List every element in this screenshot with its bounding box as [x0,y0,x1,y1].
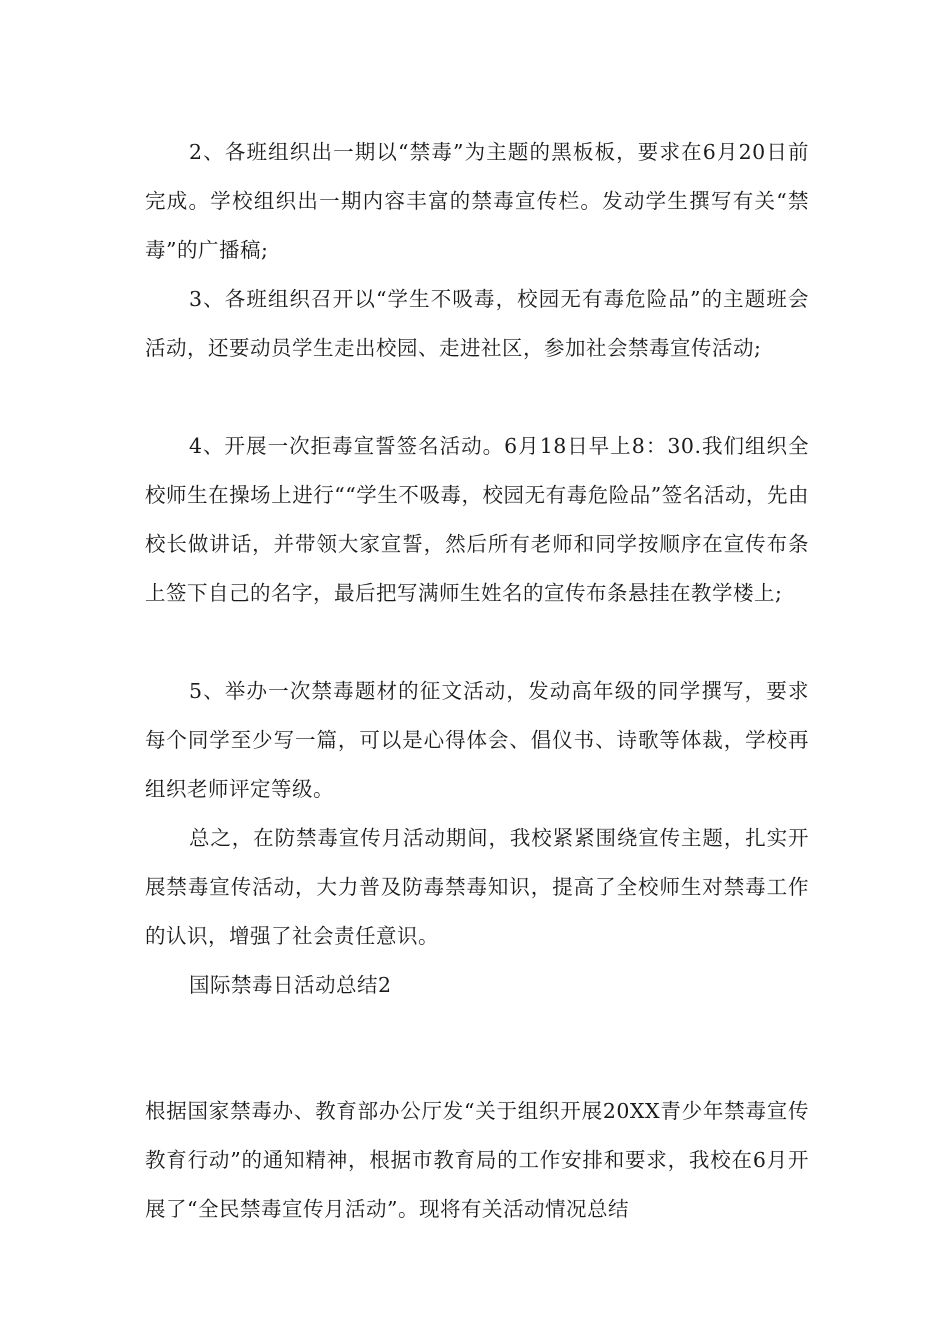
paragraph-item-5: 5、举办一次禁毒题材的征文活动，发动高年级的同学撰写，要求每个同学至少写一篇，可以是心得体会、倡仪书、诗歌等体裁，学校再组织老师评定等级。 [145,679,809,801]
section-heading: 国际禁毒日活动总结2 [189,973,392,997]
paragraph-item-4: 4、开展一次拒毒宣誓签名活动。6月18日早上8：30.我们组织全校师生在操场上进行““学生不吸毒，校园无有毒危险品”签名活动，先由校长做讲话，并带领大家宣誓，然后所有老师和同学按顺序在宣传布条上签下自己的名字，最后把写满师生姓名的宣传布条悬挂在教学楼上; [145,434,809,605]
paragraph-item-3: 3、各班组织召开以“学生不吸毒，校园无有毒危险品”的主题班会活动，还要动员学生走出校园、走进社区，参加社会禁毒宣传活动; [145,287,809,360]
paragraph-intro: 根据国家禁毒办、教育部办公厅发“关于组织开展20XX青少年禁毒宣传教育行动”的通知精神，根据市教育局的工作安排和要求，我校在6月开展了“全民禁毒宣传月活动”。现将有关活动情况总结 [145,1099,809,1221]
paragraph-summary: 总之，在防禁毒宣传月活动期间，我校紧紧围绕宣传主题，扎实开展禁毒宣传活动，大力普及防毒禁毒知识，提高了全校师生对禁毒工作的认识，增强了社会责任意识。 [145,826,809,948]
paragraph-item-2: 2、各班组织出一期以“禁毒”为主题的黑板板，要求在6月20日前完成。学校组织出一期内容丰富的禁毒宣传栏。发动学生撰写有关“禁毒”的广播稿; [145,140,809,262]
